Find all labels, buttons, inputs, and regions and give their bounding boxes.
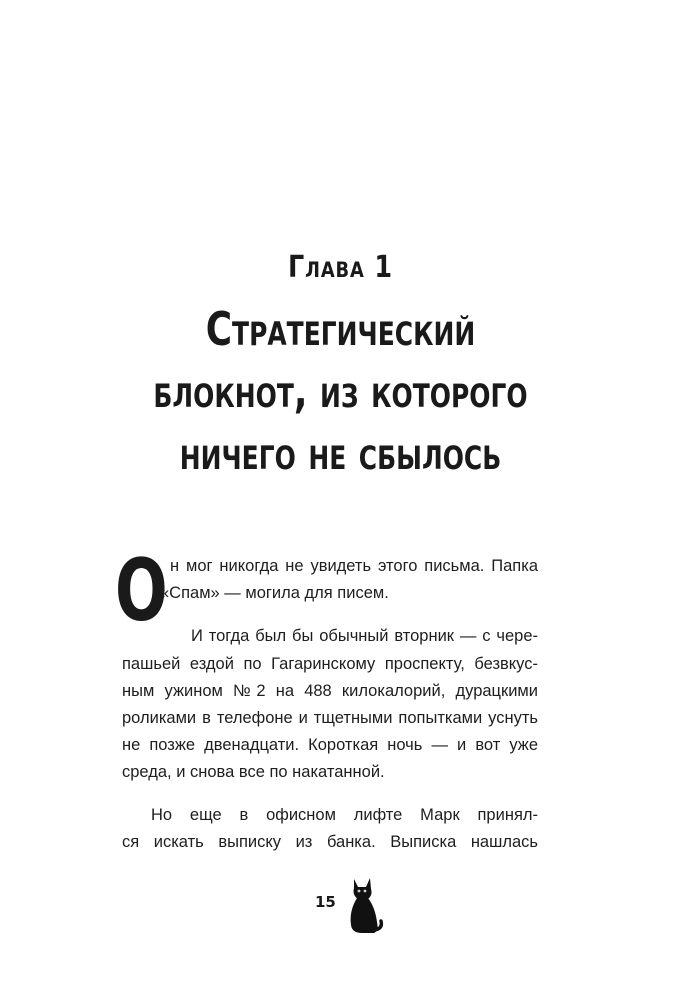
text-line: не позже двенадцати. Короткая ночь — и вот уже <box>122 736 538 754</box>
page-number: 15 <box>315 893 336 911</box>
chapter-title <box>75 298 606 484</box>
black-cat-icon <box>344 875 384 937</box>
chapter-title-line: Стратегический <box>205 302 476 356</box>
text-line: н мог никогда не увидеть этого письма. Папка <box>170 557 538 575</box>
text-line: «Спам» — могила для писем. <box>160 584 389 602</box>
text-line: ным ужином №2 на 488 килокалорий, дурацкими <box>122 682 538 700</box>
text-line: пашьей ездой по Гагаринскому проспекту, безвкус- <box>122 655 538 673</box>
chapter-title-line: ничего не сбылось <box>179 426 502 480</box>
text-line: Но еще в офисном лифте Марк принял- <box>151 806 538 824</box>
text-line: роликами в телефоне и тщетными попытками уснуть <box>122 709 538 727</box>
chapter-label: Глава 1 <box>288 250 393 285</box>
text-line: ся искать выписку из банка. Выписка нашлась <box>122 833 538 851</box>
text-line: среда, и снова все по накатанной. <box>122 763 385 781</box>
drop-cap: О <box>115 541 168 641</box>
text-line: И тогда был бы обычный вторник — с чере- <box>191 627 538 645</box>
chapter-title-line: блокнот, из которого <box>153 364 528 418</box>
